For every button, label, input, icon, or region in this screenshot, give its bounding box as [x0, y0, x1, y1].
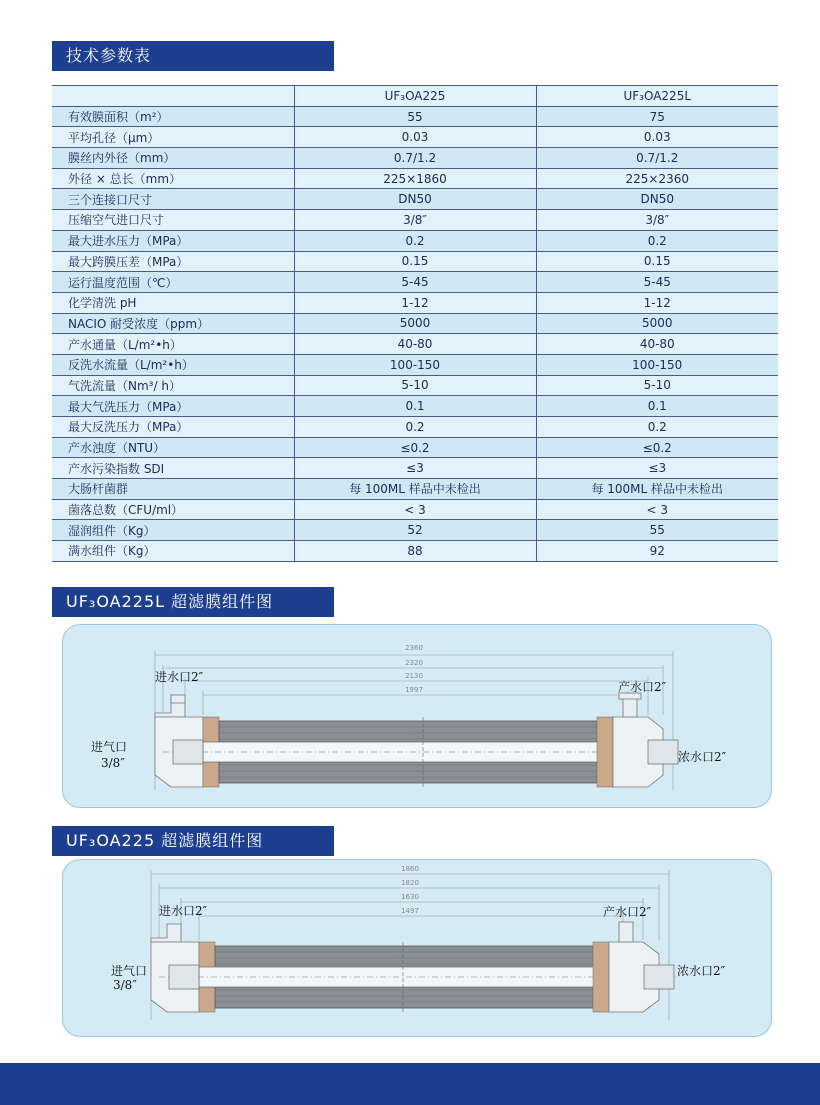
param-value-cell: 0.15	[536, 251, 778, 272]
table-row	[52, 458, 778, 479]
table-row	[52, 396, 778, 417]
label-concentrate: 浓水口2″	[678, 750, 727, 764]
param-value-cell: 92	[536, 541, 778, 562]
param-value-cell: 40-80	[536, 334, 778, 355]
dim-overall: 1860	[401, 865, 419, 873]
param-value-cell: 40-80	[294, 334, 536, 355]
param-value-cell: ≤0.2	[536, 437, 778, 458]
param-value-cell: 88	[294, 541, 536, 562]
param-name-cell: 最大气洗压力（MPa）	[52, 396, 294, 417]
table-row	[52, 520, 778, 541]
table-row	[52, 479, 778, 500]
label-inlet-water: 进水口2″	[159, 904, 208, 918]
param-value-cell: ≤3	[294, 458, 536, 479]
diagram-225	[63, 860, 773, 1038]
param-value-cell: 3/8″	[294, 210, 536, 231]
diagram-225-panel	[62, 859, 772, 1037]
param-name-cell: 湿润组件（Kg）	[52, 520, 294, 541]
param-value-cell: 225×2360	[536, 168, 778, 189]
param-name-cell: 最大进水压力（MPa）	[52, 230, 294, 251]
param-value-cell: 52	[294, 520, 536, 541]
table-row	[52, 292, 778, 313]
param-value-cell: 每 100ML 样品中未检出	[294, 479, 536, 500]
header-cell-model: UF₃OA225L	[536, 86, 778, 107]
header-cell-param	[52, 86, 294, 107]
param-name-cell: 菌落总数（CFU/ml）	[52, 499, 294, 520]
param-value-cell: 0.7/1.2	[536, 148, 778, 169]
param-name-cell: 气洗流量（Nm³/ h）	[52, 375, 294, 396]
param-value-cell: 0.03	[294, 127, 536, 148]
table-row	[52, 210, 778, 231]
param-value-cell: 0.03	[536, 127, 778, 148]
param-value-cell: 55	[294, 106, 536, 127]
param-value-cell: 0.2	[294, 230, 536, 251]
dim-diameter: 225	[393, 954, 401, 968]
dim-3: 1630	[401, 893, 419, 901]
label-air-size: 3/8″	[101, 756, 125, 770]
dim-2: 1820	[401, 879, 419, 887]
label-air-size: 3/8″	[113, 978, 137, 992]
param-value-cell: 0.2	[536, 230, 778, 251]
param-value-cell: 5-10	[536, 375, 778, 396]
param-name-cell: 产水污染指数 SDI	[52, 458, 294, 479]
param-value-cell: 0.15	[294, 251, 536, 272]
param-value-cell: 5-10	[294, 375, 536, 396]
param-name-cell: 压缩空气进口尺寸	[52, 210, 294, 231]
label-inlet-water: 进水口2″	[155, 670, 204, 684]
param-name-cell: 化学清洗 pH	[52, 292, 294, 313]
param-value-cell: 5000	[294, 313, 536, 334]
param-name-cell: 大肠杆菌群	[52, 479, 294, 500]
table-row	[52, 541, 778, 562]
label-air-inlet: 进气口	[111, 964, 148, 978]
table-row	[52, 499, 778, 520]
dim-diameter: 225	[413, 729, 421, 743]
param-value-cell: 0.1	[294, 396, 536, 417]
param-name-cell: 膜丝内外径（mm）	[52, 148, 294, 169]
table-row	[52, 313, 778, 334]
param-value-cell: 100-150	[294, 354, 536, 375]
param-value-cell: 225×1860	[294, 168, 536, 189]
param-name-cell: 有效膜面积（m²）	[52, 106, 294, 127]
footer-bar	[0, 1063, 820, 1105]
param-value-cell: 1-12	[294, 292, 536, 313]
param-name-cell: 反洗水流量（L/m²•h）	[52, 354, 294, 375]
dim-4: 1997	[405, 686, 423, 694]
param-name-cell: 满水组件（Kg）	[52, 541, 294, 562]
spec-table	[52, 85, 778, 562]
param-value-cell: 5-45	[536, 272, 778, 293]
param-name-cell: 三个连接口尺寸	[52, 189, 294, 210]
param-name-cell: 最大跨膜压差（MPa）	[52, 251, 294, 272]
param-value-cell: 0.2	[294, 417, 536, 438]
label-concentrate: 浓水口2″	[677, 964, 726, 978]
dim-3: 2130	[405, 672, 423, 680]
param-value-cell: 55	[536, 520, 778, 541]
param-value-cell: 100-150	[536, 354, 778, 375]
param-value-cell: ≤3	[536, 458, 778, 479]
label-air-inlet: 进气口	[91, 740, 128, 754]
table-row	[52, 375, 778, 396]
param-value-cell: 3/8″	[536, 210, 778, 231]
table-row	[52, 127, 778, 148]
param-value-cell: DN50	[294, 189, 536, 210]
diagram-225l-panel	[62, 624, 772, 808]
param-name-cell: 产水浊度（NTU）	[52, 437, 294, 458]
param-value-cell: 0.1	[536, 396, 778, 417]
dim-4: 1497	[401, 907, 419, 915]
table-row	[52, 230, 778, 251]
table-header-row	[52, 86, 778, 107]
param-value-cell: 0.2	[536, 417, 778, 438]
module-225l-drawing	[155, 693, 683, 787]
diagram-225-title: UF₃OA225 超滤膜组件图	[52, 826, 334, 856]
table-row	[52, 437, 778, 458]
table-row	[52, 148, 778, 169]
table-row	[52, 106, 778, 127]
param-value-cell: ≤0.2	[294, 437, 536, 458]
param-value-cell: 0.7/1.2	[294, 148, 536, 169]
spec-table-title: 技术参数表	[52, 41, 334, 71]
param-value-cell: < 3	[536, 499, 778, 520]
table-row	[52, 334, 778, 355]
header-cell-model: UF₃OA225	[294, 86, 536, 107]
label-product-water: 产水口2″	[618, 680, 667, 694]
table-row	[52, 189, 778, 210]
module-225-drawing	[151, 922, 679, 1012]
param-name-cell: 产水通量（L/m²•h）	[52, 334, 294, 355]
diagram-225l	[63, 625, 773, 809]
table-row	[52, 354, 778, 375]
param-name-cell: 外径 × 总长（mm）	[52, 168, 294, 189]
param-name-cell: 运行温度范围（℃）	[52, 272, 294, 293]
table-row	[52, 251, 778, 272]
diagram-225l-title: UF₃OA225L 超滤膜组件图	[52, 587, 334, 617]
param-value-cell: DN50	[536, 189, 778, 210]
param-value-cell: 1-12	[536, 292, 778, 313]
param-value-cell: 每 100ML 样品中未检出	[536, 479, 778, 500]
param-name-cell: NACIO 耐受浓度（ppm）	[52, 313, 294, 334]
param-value-cell: 5-45	[294, 272, 536, 293]
param-name-cell: 平均孔径（μm）	[52, 127, 294, 148]
table-row	[52, 417, 778, 438]
label-product-water: 产水口2″	[603, 905, 652, 919]
param-value-cell: < 3	[294, 499, 536, 520]
param-name-cell: 最大反洗压力（MPa）	[52, 417, 294, 438]
dim-2: 2320	[405, 659, 423, 667]
table-row	[52, 168, 778, 189]
param-value-cell: 75	[536, 106, 778, 127]
param-value-cell: 5000	[536, 313, 778, 334]
table-row	[52, 272, 778, 293]
dim-overall: 2360	[405, 644, 423, 652]
